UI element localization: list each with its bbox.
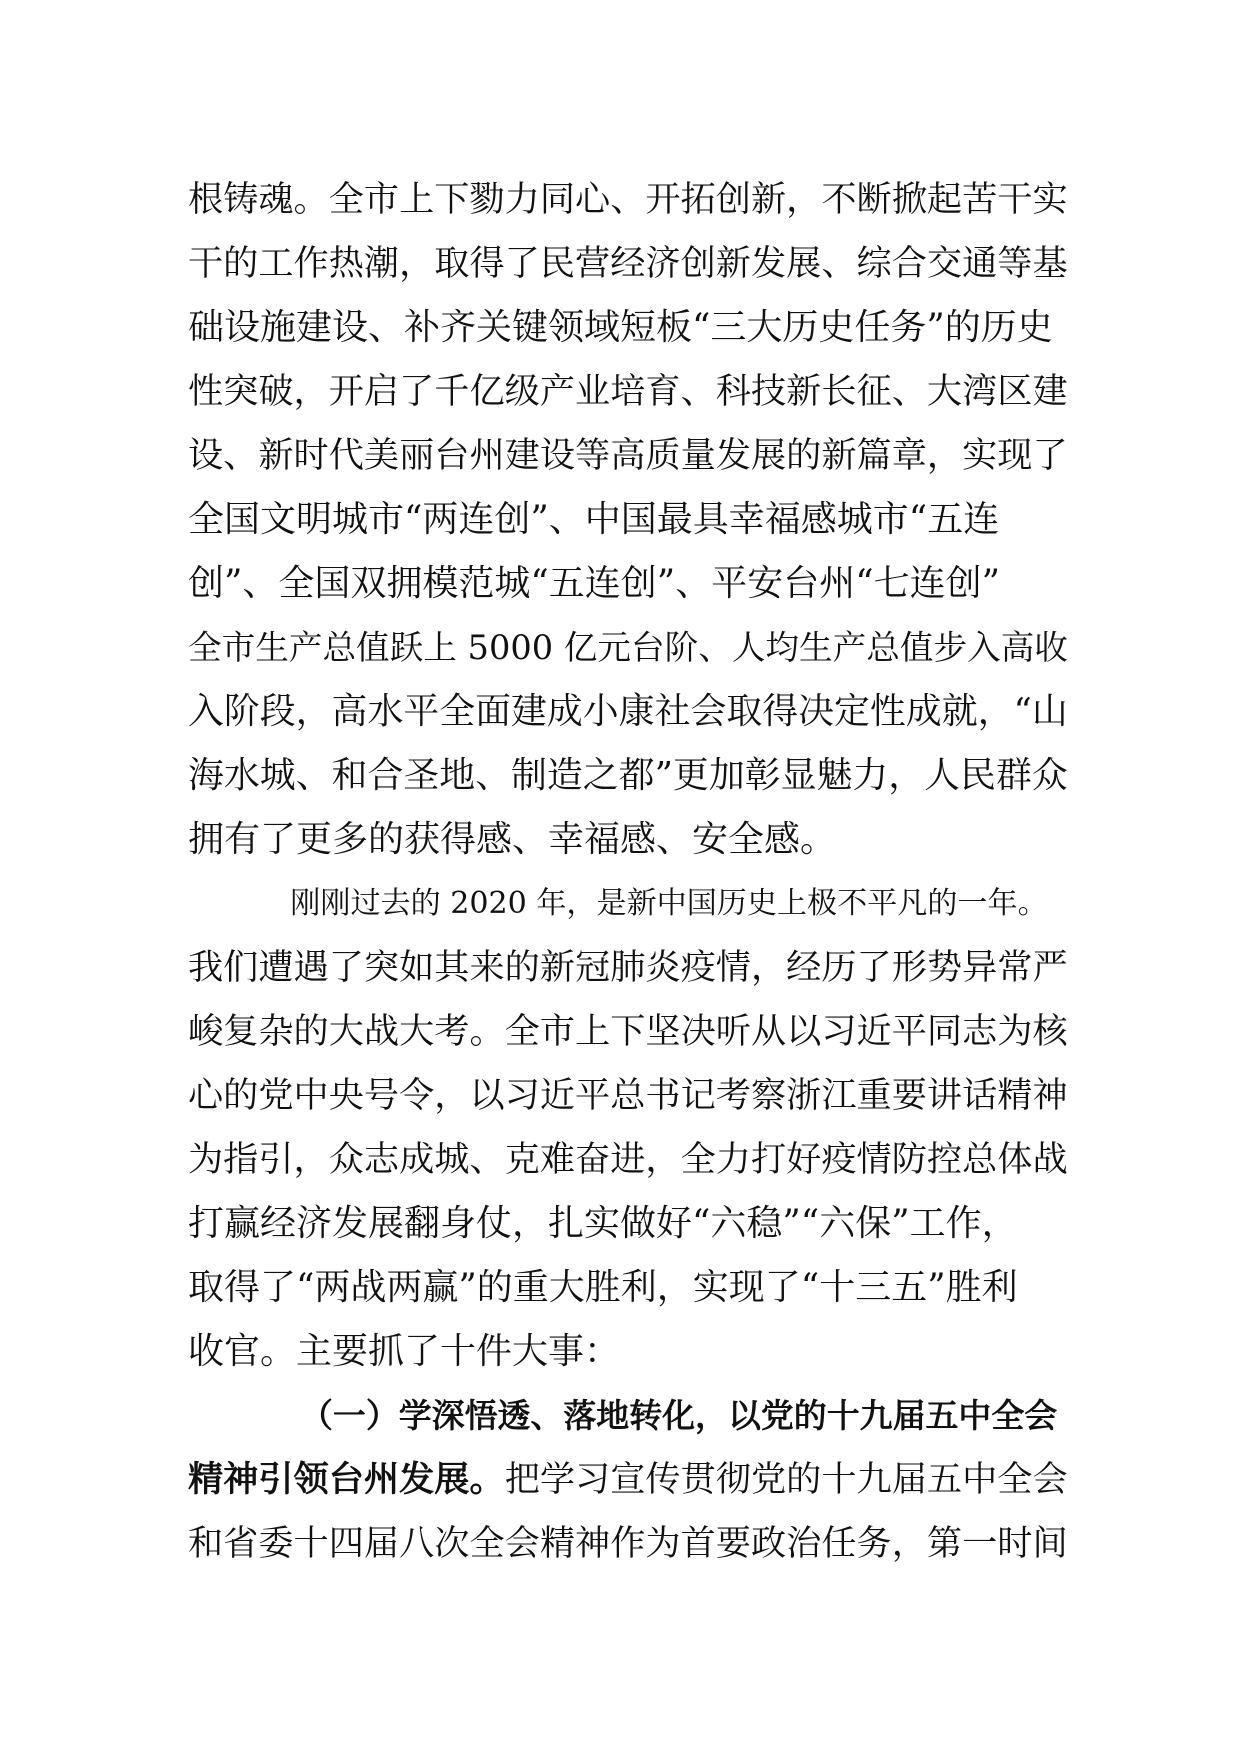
text-run: 全国文明城市“两连创”、中国最具幸福感城市“五连: [188, 499, 1000, 540]
text-line: [188, 936, 1068, 1000]
text-line: [188, 1512, 1068, 1576]
text-line: [188, 680, 1068, 744]
text-run: 我们遭遇了突如其来的新冠肺炎疫情，经历了形势异常严: [188, 947, 1068, 988]
text-run: 性突破，开启了千亿级产业培育、科技新长征、大湾区建: [188, 371, 1068, 412]
text-line: [188, 1384, 1068, 1448]
text-line: [188, 808, 1068, 872]
text-run: 刚刚过去的 2020 年，是新中国历史上极不平凡的一年。: [290, 886, 1048, 921]
text-line: [188, 744, 1068, 808]
text-line: [188, 232, 1068, 296]
text-run: 心的党中央号令，以习近平总书记考察浙江重要讲话精神: [188, 1075, 1068, 1116]
text-line: [188, 872, 1068, 936]
text-run: 根铸魂。全市上下勠力同心、开拓创新，不断掀起苦干实: [188, 179, 1068, 220]
text-line: [188, 1064, 1068, 1128]
text-line: [188, 1448, 1068, 1512]
text-run: 为指引，众志成城、克难奋进，全力打好疫情防控总体战: [188, 1139, 1068, 1180]
text-line: [188, 488, 1068, 552]
text-run: 拥有了更多的获得感、幸福感、安全感。: [188, 819, 837, 860]
text-line: [188, 616, 1068, 680]
text-line: [188, 1192, 1068, 1256]
text-line: [188, 296, 1068, 360]
text-run: 础设施建设、补齐关键领域短板“三大历史任务”的历史: [188, 307, 1053, 348]
text-line: [188, 552, 1068, 616]
text-run: 收官。主要抓了十件大事：: [188, 1331, 621, 1372]
text-run: 海水城、和合圣地、制造之都”更加彰显魅力，人民群众: [188, 755, 1068, 796]
text-run: 设、新时代美丽台州建设等高质量发展的新篇章，实现了: [188, 435, 1068, 476]
bold-text-run: 精神引领台州发展。: [188, 1459, 505, 1500]
text-run: 峻复杂的大战大考。全市上下坚决听从以习近平同志为核: [188, 1011, 1068, 1052]
text-line: [188, 424, 1068, 488]
text-run: 取得了“两战两赢”的重大胜利，实现了“十三五”胜利: [188, 1267, 1018, 1308]
text-line: [188, 360, 1068, 424]
text-line: [188, 1320, 1068, 1384]
text-run: 干的工作热潮，取得了民营经济创新发展、综合交通等基: [188, 243, 1068, 284]
text-run: 打赢经济发展翻身仗，扎实做好“六稳”“六保”工作，: [188, 1203, 1018, 1244]
text-line: [188, 1000, 1068, 1064]
text-run: 全市生产总值跃上 5000 亿元台阶、人均生产总值步入高收: [188, 628, 1068, 667]
body-text: [188, 168, 1068, 1576]
text-run: 创”、全国双拥模范城“五连创”、平安台州“七连创”: [188, 563, 1001, 604]
text-line: [188, 1128, 1068, 1192]
bold-text-run: （一）学深悟透、落地转化，以党的十九届五中全会: [299, 1396, 1058, 1435]
text-line: [188, 168, 1068, 232]
text-run: 和省委十四届八次全会精神作为首要政治任务，第一时间: [188, 1523, 1068, 1564]
text-line: [188, 1256, 1068, 1320]
text-run: 入阶段，高水平全面建成小康社会取得决定性成就，“山: [188, 691, 1068, 732]
text-run: 把学习宣传贯彻党的十九届五中全会: [504, 1459, 1068, 1500]
